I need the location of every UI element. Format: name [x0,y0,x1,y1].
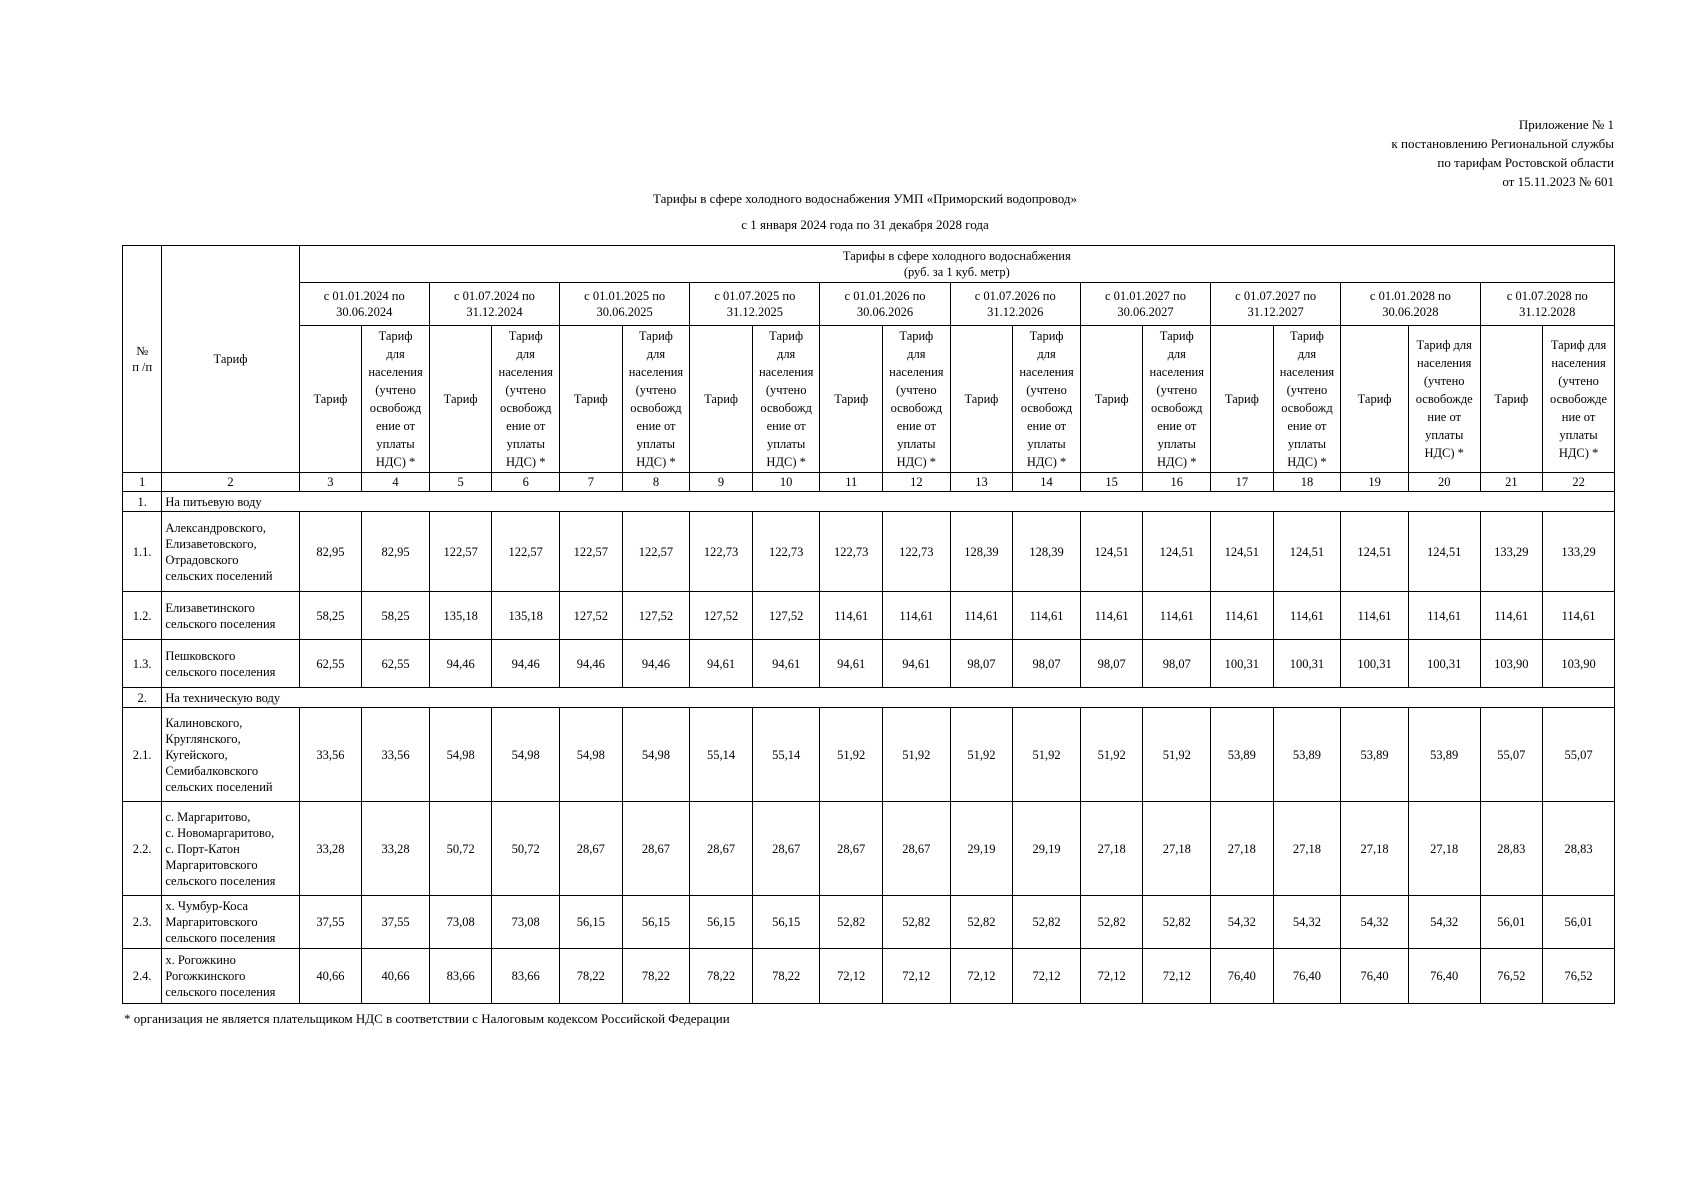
tariff-value: 37,55 [362,896,430,949]
subheader-tariff: Тариф [690,326,753,473]
row-name: х. Рогожкино Рогожкинского сельского поселения [162,949,299,1004]
tariff-value: 127,52 [622,592,690,640]
section-number: 1. [123,492,162,512]
tariff-value: 98,07 [1013,640,1081,688]
tariff-value: 94,61 [690,640,753,688]
tariff-value: 55,14 [690,708,753,802]
table-row [123,708,1615,802]
tariff-value: 94,61 [820,640,883,688]
tariff-value: 52,82 [1143,896,1211,949]
tariff-value: 54,98 [429,708,492,802]
subheader-population-tariff: Тариф для населения (учтено освобожд ение от уплаты НДС) * [362,326,430,473]
tariff-value: 54,32 [1211,896,1274,949]
tariff-value: 114,61 [1408,592,1480,640]
period-header: с 01.07.2026 по 31.12.2026 [950,283,1080,326]
tariff-value: 51,92 [1080,708,1143,802]
tariff-value: 76,40 [1211,949,1274,1004]
row-number: 2.3. [123,896,162,949]
subheader-population-tariff: Тариф для населения (учтено освобожд ение от уплаты НДС) * [1273,326,1341,473]
column-number: 4 [362,473,430,492]
tariff-value: 58,25 [299,592,362,640]
tariff-value: 51,92 [950,708,1013,802]
column-number: 8 [622,473,690,492]
tariff-value: 78,22 [622,949,690,1004]
tariff-value: 124,51 [1211,512,1274,592]
tariff-value: 103,90 [1480,640,1543,688]
tariff-value: 124,51 [1341,512,1409,592]
section-label: На техническую воду [162,688,1615,708]
table-row [123,896,1615,949]
tariff-value: 50,72 [429,802,492,896]
tariff-value: 133,29 [1543,512,1615,592]
tariff-value: 114,61 [950,592,1013,640]
tariff-value: 54,32 [1273,896,1341,949]
column-number: 11 [820,473,883,492]
period-header: с 01.07.2025 по 31.12.2025 [690,283,820,326]
tariff-value: 100,31 [1341,640,1409,688]
tariff-value: 122,57 [429,512,492,592]
tariff-value: 29,19 [950,802,1013,896]
tariff-value: 78,22 [752,949,820,1004]
tariff-value: 52,82 [950,896,1013,949]
subheader-population-tariff: Тариф для населения (учтено освобожд ение от уплаты НДС) * [752,326,820,473]
section-number: 2. [123,688,162,708]
table-row [123,802,1615,896]
tariff-value: 51,92 [820,708,883,802]
tariff-value: 114,61 [1273,592,1341,640]
tariff-value: 56,15 [622,896,690,949]
tariff-value: 98,07 [1080,640,1143,688]
tariff-value: 94,46 [429,640,492,688]
tariff-table [122,245,1615,1004]
appendix-line: к постановлению Региональной службы [1391,136,1614,151]
tariff-value: 73,08 [492,896,560,949]
section-row [123,688,1615,708]
row-name: Александровского, Елизаветовского, Отрадовского сельских поселений [162,512,299,592]
footnote: * организация не является плательщиком НДС в соответствии с Налоговым кодексом Российской Федерации [124,1011,730,1026]
tariff-value: 122,57 [492,512,560,592]
tariff-value: 56,01 [1480,896,1543,949]
tariff-value: 128,39 [950,512,1013,592]
tariff-value: 52,82 [1013,896,1081,949]
column-number: 9 [690,473,753,492]
tariff-value: 56,15 [560,896,623,949]
appendix-block [1391,115,1614,191]
column-number: 18 [1273,473,1341,492]
column-number: 14 [1013,473,1081,492]
tariff-value: 127,52 [690,592,753,640]
tariff-value: 62,55 [362,640,430,688]
row-name: х. Чумбур-Коса Маргаритовского сельского поселения [162,896,299,949]
tariff-value: 114,61 [1013,592,1081,640]
tariff-value: 28,67 [883,802,951,896]
tariff-value: 72,12 [1143,949,1211,1004]
column-number: 2 [162,473,299,492]
column-number: 3 [299,473,362,492]
tariff-value: 72,12 [1080,949,1143,1004]
tariff-value: 124,51 [1273,512,1341,592]
tariff-value: 58,25 [362,592,430,640]
subheader-tariff: Тариф [299,326,362,473]
column-number: 7 [560,473,623,492]
tariff-value: 52,82 [820,896,883,949]
tariff-value: 40,66 [362,949,430,1004]
tariff-value: 72,12 [820,949,883,1004]
subheader-tariff: Тариф [950,326,1013,473]
tariff-value: 114,61 [1143,592,1211,640]
column-number: 15 [1080,473,1143,492]
table-row [123,592,1615,640]
tariff-value: 62,55 [299,640,362,688]
tariff-value: 53,89 [1341,708,1409,802]
tariff-value: 83,66 [492,949,560,1004]
tariff-value: 27,18 [1273,802,1341,896]
period-header: с 01.01.2028 по 30.06.2028 [1341,283,1480,326]
column-number: 1 [123,473,162,492]
document-title: Тарифы в сфере холодного водоснабжения УМП «Приморский водопровод» [653,191,1077,206]
column-header-number: № п /п [123,246,162,473]
tariff-value: 27,18 [1408,802,1480,896]
appendix-line: от 15.11.2023 № 601 [1502,174,1614,189]
tariff-value: 76,40 [1273,949,1341,1004]
row-name: с. Маргаритово, с. Новомаргаритово, с. Порт-Катон Маргаритовского сельского поселения [162,802,299,896]
column-number-row [123,473,1615,492]
row-name: Пешковского сельского поселения [162,640,299,688]
tariff-value: 122,73 [883,512,951,592]
column-number: 13 [950,473,1013,492]
column-number: 17 [1211,473,1274,492]
tariff-value: 56,15 [752,896,820,949]
tariff-value: 78,22 [690,949,753,1004]
tariff-value: 72,12 [883,949,951,1004]
tariff-value: 73,08 [429,896,492,949]
document-period: с 1 января 2024 года по 31 декабря 2028 года [741,217,989,232]
period-header: с 01.01.2026 по 30.06.2026 [820,283,950,326]
row-number: 2.2. [123,802,162,896]
subheader-population-tariff: Тариф для населения (учтено освобожд ение от уплаты НДС) * [883,326,951,473]
header-row [123,246,1615,283]
tariff-value: 27,18 [1211,802,1274,896]
tariff-value: 53,89 [1408,708,1480,802]
tariff-value: 124,51 [1080,512,1143,592]
subheader-population-tariff: Тариф для населения (учтено освобожде ние от уплаты НДС) * [1543,326,1615,473]
tariff-value: 54,98 [492,708,560,802]
tariff-value: 83,66 [429,949,492,1004]
tariff-value: 114,61 [1341,592,1409,640]
tariff-value: 51,92 [1013,708,1081,802]
subheader-population-tariff: Тариф для населения (учтено освобожд ение от уплаты НДС) * [492,326,560,473]
tariff-value: 127,52 [752,592,820,640]
subheader-row [123,326,1615,473]
tariff-value: 114,61 [1080,592,1143,640]
tariff-value: 82,95 [362,512,430,592]
tariff-value: 51,92 [1143,708,1211,802]
tariff-value: 94,46 [492,640,560,688]
tariff-value: 37,55 [299,896,362,949]
subheader-tariff: Тариф [429,326,492,473]
tariff-value: 122,73 [690,512,753,592]
row-number: 2.1. [123,708,162,802]
tariff-value: 76,40 [1341,949,1409,1004]
tariff-value: 56,15 [690,896,753,949]
tariff-value: 100,31 [1408,640,1480,688]
tariff-value: 114,61 [1543,592,1615,640]
tariff-value: 28,83 [1543,802,1615,896]
appendix-line: Приложение № 1 [1518,117,1614,132]
tariff-value: 33,56 [299,708,362,802]
column-number: 20 [1408,473,1480,492]
column-number: 16 [1143,473,1211,492]
subheader-tariff: Тариф [1211,326,1274,473]
period-header: с 01.01.2025 по 30.06.2025 [560,283,690,326]
column-number: 5 [429,473,492,492]
subheader-population-tariff: Тариф для населения (учтено освобожд ение от уплаты НДС) * [622,326,690,473]
period-header: с 01.07.2024 по 31.12.2024 [429,283,559,326]
tariff-value: 76,52 [1480,949,1543,1004]
tariff-value: 76,52 [1543,949,1615,1004]
tariff-value: 135,18 [429,592,492,640]
column-number: 21 [1480,473,1543,492]
tariff-value: 56,01 [1543,896,1615,949]
tariff-value: 114,61 [820,592,883,640]
tariff-value: 33,28 [299,802,362,896]
tariff-value: 98,07 [950,640,1013,688]
column-number: 6 [492,473,560,492]
table-row [123,512,1615,592]
tariff-value: 82,95 [299,512,362,592]
subheader-population-tariff: Тариф для населения (учтено освобожд ение от уплаты НДС) * [1143,326,1211,473]
tariff-value: 94,46 [560,640,623,688]
tariff-value: 100,31 [1211,640,1274,688]
tariff-value: 100,31 [1273,640,1341,688]
tariff-value: 72,12 [1013,949,1081,1004]
appendix-line: по тарифам Ростовской области [1437,155,1614,170]
tariff-value: 122,57 [622,512,690,592]
subheader-tariff: Тариф [1480,326,1543,473]
tariff-value: 122,57 [560,512,623,592]
tariff-value: 40,66 [299,949,362,1004]
tariff-value: 128,39 [1013,512,1081,592]
tariff-value: 122,73 [752,512,820,592]
period-header: с 01.07.2027 по 31.12.2027 [1211,283,1341,326]
group-header: Тарифы в сфере холодного водоснабжения (руб. за 1 куб. метр) [299,246,1614,283]
table-row [123,640,1615,688]
row-number: 1.3. [123,640,162,688]
tariff-value: 28,67 [560,802,623,896]
tariff-value: 94,61 [752,640,820,688]
tariff-value: 114,61 [1211,592,1274,640]
tariff-value: 28,83 [1480,802,1543,896]
tariff-value: 55,07 [1480,708,1543,802]
period-header: с 01.07.2028 по 31.12.2028 [1480,283,1614,326]
tariff-value: 124,51 [1143,512,1211,592]
tariff-value: 54,32 [1341,896,1409,949]
period-header-row [123,283,1615,326]
tariff-value: 50,72 [492,802,560,896]
subheader-tariff: Тариф [560,326,623,473]
tariff-value: 52,82 [883,896,951,949]
tariff-value: 51,92 [883,708,951,802]
tariff-value: 127,52 [560,592,623,640]
row-name: Калиновского, Круглянского, Кугейского, Семибалковского сельских поселений [162,708,299,802]
tariff-value: 114,61 [1480,592,1543,640]
tariff-value: 94,46 [622,640,690,688]
row-number: 1.2. [123,592,162,640]
tariff-value: 55,14 [752,708,820,802]
column-number: 10 [752,473,820,492]
subheader-tariff: Тариф [1341,326,1409,473]
column-header-tariff: Тариф [162,246,299,473]
row-number: 1.1. [123,512,162,592]
row-name: Елизаветинского сельского поселения [162,592,299,640]
tariff-value: 98,07 [1143,640,1211,688]
tariff-value: 54,32 [1408,896,1480,949]
tariff-value: 33,28 [362,802,430,896]
tariff-value: 133,29 [1480,512,1543,592]
tariff-value: 55,07 [1543,708,1615,802]
tariff-value: 76,40 [1408,949,1480,1004]
tariff-value: 27,18 [1341,802,1409,896]
tariff-value: 27,18 [1143,802,1211,896]
tariff-value: 27,18 [1080,802,1143,896]
subheader-tariff: Тариф [1080,326,1143,473]
column-number: 22 [1543,473,1615,492]
tariff-value: 54,98 [560,708,623,802]
tariff-value: 53,89 [1273,708,1341,802]
tariff-value: 28,67 [690,802,753,896]
row-number: 2.4. [123,949,162,1004]
tariff-value: 124,51 [1408,512,1480,592]
tariff-value: 103,90 [1543,640,1615,688]
tariff-value: 122,73 [820,512,883,592]
tariff-value: 54,98 [622,708,690,802]
subheader-population-tariff: Тариф для населения (учтено освобожд ение от уплаты НДС) * [1013,326,1081,473]
period-header: с 01.01.2027 по 30.06.2027 [1080,283,1210,326]
tariff-value: 72,12 [950,949,1013,1004]
tariff-value: 28,67 [820,802,883,896]
tariff-value: 52,82 [1080,896,1143,949]
subheader-population-tariff: Тариф для населения (учтено освобожде ние от уплаты НДС) * [1408,326,1480,473]
tariff-value: 94,61 [883,640,951,688]
tariff-value: 78,22 [560,949,623,1004]
period-header: с 01.01.2024 по 30.06.2024 [299,283,429,326]
tariff-value: 135,18 [492,592,560,640]
tariff-value: 28,67 [752,802,820,896]
column-number: 19 [1341,473,1409,492]
tariff-value: 28,67 [622,802,690,896]
tariff-value: 53,89 [1211,708,1274,802]
section-row [123,492,1615,512]
column-number: 12 [883,473,951,492]
tariff-value: 29,19 [1013,802,1081,896]
subheader-tariff: Тариф [820,326,883,473]
tariff-value: 33,56 [362,708,430,802]
table-row [123,949,1615,1004]
tariff-value: 114,61 [883,592,951,640]
section-label: На питьевую воду [162,492,1615,512]
